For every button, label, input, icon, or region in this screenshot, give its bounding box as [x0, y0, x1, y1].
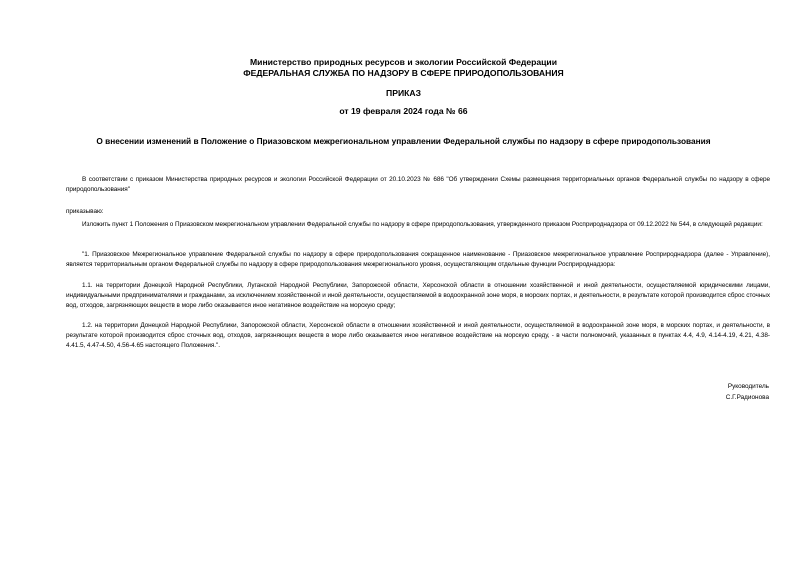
document-date: от 19 февраля 2024 года № 66 [339, 106, 468, 116]
point-1-paragraph: "1. Приазовское Межрегиональное управление Федеральной службы по надзору в сфере природопользования сокращенное наименование - Приазовское межрегиональное управление Росприроднадзора (далее - Управление), является территориальным органом Федеральной службы по надзору в сфере природопользования межрегионального уровня, осуществляющим отдельные функции Росприроднадзора: [66, 251, 770, 268]
amendment-intro-paragraph: Изложить пункт 1 Положения о Приазовском межрегиональном управлении Федеральной службы по надзору в сфере природопользования, утвержденного приказом Росприроднадзора от 09.12.2022 № 544, в следующей редакции: [82, 221, 763, 228]
point-1-2-paragraph: 1.2. на территории Донецкой Народной Республики, Запорожской области, Херсонской области в отношении хозяйственной и иной деятельности, осуществляемой в водоохранной зоне моря, в морских портах, и деятельности, в результате которой производится сброс сточных вод, отходов, загрязняющих веществ в море либо оказывается иное негативное воздействие на морскую среду, - в части полномочий, указанных в пунктах 4.4, 4.9, 4.14-4.19, 4.21, 4.38-4.41.5, 4.47-4.50, 4.56-4.65 настоящего Положения.". [66, 322, 770, 349]
preamble-paragraph: В соответствии с приказом Министерства природных ресурсов и экологии Российской Федерации от 20.10.2023 № 686 "Об утверждении Схемы размещения территориальных органов Федеральной службы по надзору в сфере природопользования" [66, 176, 770, 193]
document-type: ПРИКАЗ [386, 88, 421, 98]
signatory-name: С.Г.Радионова [725, 394, 769, 401]
order-word: приказываю: [66, 208, 104, 215]
service-name: ФЕДЕРАЛЬНАЯ СЛУЖБА ПО НАДЗОРУ В СФЕРЕ ПРИРОДОПОЛЬЗОВАНИЯ [243, 68, 564, 78]
point-1-1-paragraph: 1.1. на территории Донецкой Народной Республики, Луганской Народной Республики, Запорожской области, Херсонской области в отношении хозяйственной и иной деятельности, осуществляемой юридическими лицами, индивидуальными предпринимателями и гражданами, за исключением хозяйственной и иной деятельности, осуществляемой в водоохранной зоне моря, в морских портах, и деятельности, в результате которой производится сброс сточных вод, отходов, загрязняющих веществ в море либо оказывается иное негативное воздействие на морскую среду; [66, 282, 770, 309]
document-title: О внесении изменений в Положение о Приазовском межрегиональном управлении Федеральной службы по надзору в сфере природопользования [96, 136, 711, 146]
signatory-position: Руководитель [727, 383, 769, 390]
ministry-name: Министерство природных ресурсов и экологии Российской Федерации [250, 57, 557, 67]
